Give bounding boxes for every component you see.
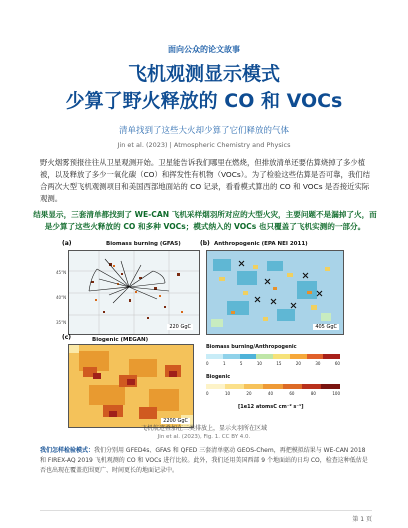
panel-c-map xyxy=(68,344,194,428)
legend-tick: 20 xyxy=(295,361,301,366)
page-number: 第 1 页 xyxy=(352,516,372,523)
legend-tick: 80 xyxy=(310,391,316,396)
lat-tick: 40°N xyxy=(56,295,67,300)
panel-c-total: 2200 GgC xyxy=(163,418,188,424)
panel-b-total: 405 GgC xyxy=(315,324,337,330)
legend-tick: 15 xyxy=(276,361,282,366)
figure-credit: Jin et al. (2023), Fig. 1. CC BY 4.0. xyxy=(157,434,251,440)
intro-paragraph: 野火烟雾预报往往从卫星观测开始。卫星能告诉我们哪里在燃烧，但排放清单还要估算烧掉了多少植被，以及释放了多少一氧化碳（CO）和挥发性有机物（VOCs）。为了检验这些估算是否可靠，我们结合两次大型飞机观测项目和美国西部地面站的 CO 记录，看看模式算出的 CO 和 VOCs 是否接近实际观测。 xyxy=(40,158,371,203)
footer-divider xyxy=(40,510,372,511)
legend-ratio-title: Biomass burning/Anthropogenic xyxy=(206,344,297,350)
panel-c-graphic xyxy=(69,345,193,427)
panel-a-label: (a) xyxy=(62,240,72,247)
panel-a-title: Biomass burning (GFAS) xyxy=(106,241,181,247)
legend-tick: 10 xyxy=(224,391,231,396)
panel-a-total: 220 GgC xyxy=(169,324,191,330)
legend-tick: 0 xyxy=(206,391,209,396)
legend-ratio-colorbar xyxy=(206,354,340,359)
method-text: 我们分别用 GFED4s、GFAS 和 QFED 三套清单驱动 GEOS-Chem，再把模拟结果与 WE-CAN 2018 和 FIREX-AQ 2019 飞机观测的 CO 和 VOCs 进行比较。此外，我们还用美国西部 9 个地面站的日均 CO，检查这种低估是否也出现在覆盖范围更广、时间更长的地面记录中。 xyxy=(40,447,368,474)
panel-c-title: Biogenic (MEGAN) xyxy=(92,337,149,343)
legend-tick: 0 xyxy=(206,361,209,366)
legend-tick: 30 xyxy=(315,361,321,366)
emissions-figure xyxy=(56,240,346,426)
kicker: 面向公众的论文故事 xyxy=(168,45,240,54)
legend-bio-title: Biogenic xyxy=(206,374,231,380)
subtitle: 清单找到了这些大火却少算了它们释放的气体 xyxy=(118,126,289,136)
legend-tick: 20 xyxy=(246,391,252,396)
legend-tick: 1 xyxy=(222,361,226,366)
panel-a-graphic xyxy=(69,251,199,334)
method-label: 我们怎样检验模式： xyxy=(40,447,95,454)
panel-b-label: (b) xyxy=(200,240,210,247)
legend-tick: 10 xyxy=(256,361,262,366)
lat-tick: 45°N xyxy=(56,270,67,275)
legend-tick: 60 xyxy=(334,361,340,366)
lat-tick: 35°N xyxy=(56,320,67,325)
legend-tick: 40 xyxy=(267,391,273,396)
panel-b-map xyxy=(206,250,344,335)
legend-bio-ticks xyxy=(206,391,340,396)
legend-ratio-ticks xyxy=(206,361,340,366)
figure-caption: 飞机航迹叠加在三类排放上，显示火羽所在区域 xyxy=(140,425,267,432)
panel-b-title: Anthropogenic (EPA NEI 2011) xyxy=(214,241,308,247)
panel-b-graphic xyxy=(207,251,343,334)
legend-unit: [1e12 atomsC cm⁻² s⁻¹] xyxy=(238,404,304,410)
legend-tick: 100 xyxy=(332,391,340,396)
title-line-1: 飞机观测显示模式 xyxy=(127,63,280,85)
citation: Jin et al. (2023) | Atmospheric Chemistry and Physics xyxy=(117,141,291,149)
key-finding: 结果显示，三套清单都找到了 WE-CAN 飞机采样烟羽所对应的大型火灾，主要问题不是漏掉了火，而是少算了这些火释放的 CO 和多种 VOCs；模式纳入的 VOCs 也只覆盖了飞机实测的一部分。 xyxy=(33,210,377,231)
legend-bio-colorbar xyxy=(206,384,340,389)
legend-tick: 60 xyxy=(289,391,295,396)
title-line-2: 少算了野火释放的 CO 和 VOCs xyxy=(65,90,343,112)
method-paragraph xyxy=(40,446,372,476)
legend-tick: 5 xyxy=(239,361,243,366)
panel-a-map xyxy=(68,250,200,335)
panel-c-label: (c) xyxy=(62,334,72,341)
